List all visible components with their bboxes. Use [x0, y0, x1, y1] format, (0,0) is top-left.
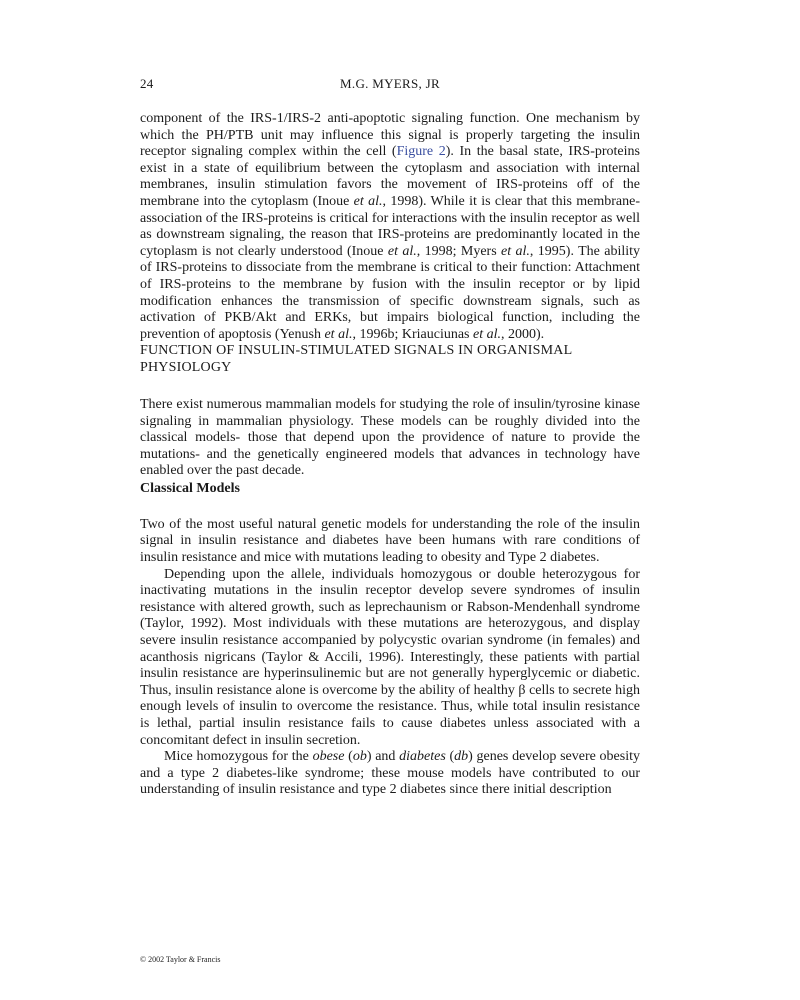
- paragraph-1: [140, 111, 640, 343]
- running-head: M.G. MYERS, JR: [340, 76, 440, 91]
- paragraph-5: [140, 749, 640, 799]
- page-header: [140, 76, 640, 96]
- text-run: , 1998; Myers: [416, 243, 502, 259]
- text-run: , 2000).: [501, 326, 545, 342]
- text-run: , 1996b; Kriauciunas: [352, 326, 473, 342]
- gene-diabetes: diabetes: [399, 749, 446, 765]
- body-text: [140, 111, 640, 799]
- text-run: ). In the basal state, IRS-proteins exist in a state of equilibrium between the cytoplasm and association with internal membranes, insulin stimulation favors the movement of IRS-proteins off of the membrane into the cytoplasm (Inoue: [140, 144, 640, 209]
- text-run: component of the IRS-1/IRS-2 anti-apoptotic signaling function. One mechanism by which the PH/PTB unit may influence this signal is properly targeting the insulin receptor signaling complex within the cell (: [140, 111, 640, 160]
- subsection-heading: Classical Models: [140, 480, 240, 496]
- text-run: Mice homozygous for the: [164, 749, 313, 765]
- page-number: 24: [140, 76, 154, 91]
- text-run: ) genes develop severe obesity and a type 2 diabetes-like syndrome; these mouse models have contributed to our understanding of insulin resistance and type 2 diabetes since there initial description: [140, 749, 640, 798]
- gene-obese: obese: [312, 749, 345, 765]
- et-al: et al.: [501, 243, 530, 259]
- et-al: et al.: [324, 326, 353, 342]
- paragraph-4: Depending upon the allele, individuals homozygous or double heterozygous for inactivating mutations in the insulin receptor develop severe syndromes of insulin resistance with altered growth, such as leprechaunism or Rabson-Mendenhall syndrome (Taylor, 1992). Most individuals with these mutations are heterozygous, and display severe insulin resistance accompanied by polycystic ovarian syndrome (in females) and acanthosis nigricans (Taylor & Accili, 1996). Interestingly, these patients with partial insulin resistance are hyperinsulinemic but are not generally hyperglycemic or diabetic. Thus, insulin resistance alone is overcome by the ability of healthy β cells to secrete high enough levels of insulin to overcome the resistance. Thus, while total insulin resistance is lethal, partial insulin resistance fails to cause diabetes unless associated with a concomitant defect in insulin secretion.: [140, 566, 640, 748]
- paragraph-2: There exist numerous mammalian models for studying the role of insulin/tyrosine kinase signaling in mammalian physiology. These models can be roughly divided into the classical models- those that depend upon the providence of nature to provide the mutations- and the genetically engineered models that advances in technology have enabled over the past decade.: [140, 396, 640, 479]
- et-al: et al.: [353, 193, 383, 209]
- et-al: et al.: [387, 243, 417, 259]
- text-run: (: [445, 749, 455, 765]
- copyright-footer: © 2002 Taylor & Francis: [140, 955, 221, 964]
- text-run: (: [344, 749, 353, 765]
- text-run: , 1998). While it is clear that this membrane-association of the IRS-proteins is critical for interactions with the insulin receptor as well as downstream signaling, the reason that IRS-proteins are predominantly located in the cytoplasm is not clearly understood (Inoue: [140, 193, 640, 259]
- gene-db: db: [454, 749, 469, 765]
- text-run: ) and: [366, 749, 400, 765]
- text-run: , 1995). The ability of IRS-proteins to dissociate from the membrane is critical to their function: Attachment of IRS-proteins to the membrane by fusion with the insulin receptor or by lipid modification enhances the transmission of specific downstream signals, such as activation of PKB/Akt and ERKs, but impairs biological function, including the prevention of apoptosis (Yenush: [140, 243, 640, 342]
- figure-2-link[interactable]: Figure 2: [396, 144, 446, 160]
- section-heading: FUNCTION OF INSULIN-STIMULATED SIGNALS IN ORGANISMAL PHYSIOLOGY: [140, 343, 572, 376]
- paragraph-3: Two of the most useful natural genetic models for understanding the role of the insulin signal in insulin resistance and diabetes have been humans with rare conditions of insulin resistance and mice with mutations leading to obesity and Type 2 diabetes.: [140, 516, 640, 566]
- gene-ob: ob: [352, 749, 367, 765]
- et-al: et al.: [473, 326, 501, 342]
